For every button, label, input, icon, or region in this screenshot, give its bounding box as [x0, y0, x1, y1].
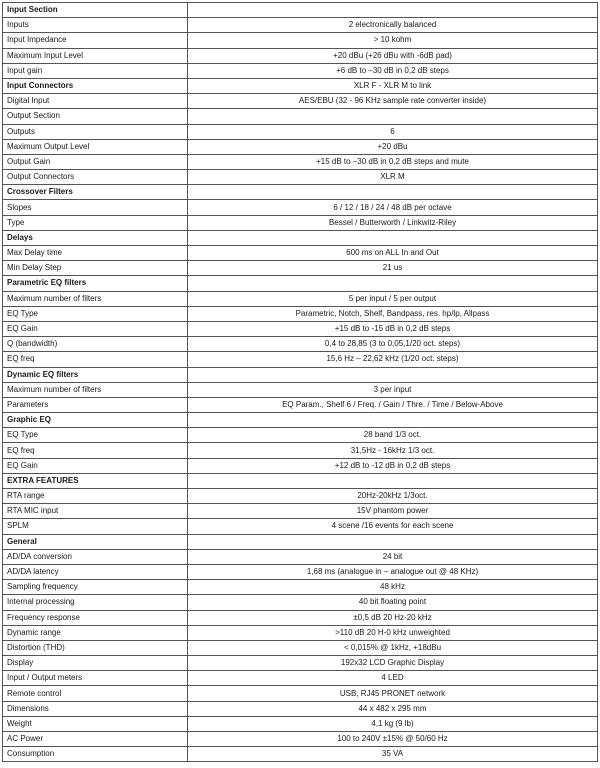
spec-label: Parameters — [3, 397, 188, 412]
spec-row — [3, 397, 598, 412]
spec-row — [3, 124, 598, 139]
spec-value: 4,1 kg (9 lb) — [188, 716, 598, 731]
spec-row — [3, 170, 598, 185]
spec-label: AD/DA conversion — [3, 549, 188, 564]
spec-row — [3, 519, 598, 534]
spec-label: EQ freq — [3, 443, 188, 458]
spec-value: AES/EBU (32 - 96 KHz sample rate converter inside) — [188, 94, 598, 109]
spec-label: Sampling frequency — [3, 580, 188, 595]
spec-value: 44 x 482 x 295 mm — [188, 701, 598, 716]
spec-row — [3, 580, 598, 595]
spec-value: +15 dB to –30 dB in 0,2 dB steps and mute — [188, 154, 598, 169]
section-header-row — [3, 413, 598, 428]
spec-value — [188, 413, 598, 428]
spec-row — [3, 382, 598, 397]
spec-value: +20 dBu (+26 dBu with -6dB pad) — [188, 48, 598, 63]
spec-label: EQ Gain — [3, 321, 188, 336]
spec-label: SPLM — [3, 519, 188, 534]
section-title: Dynamic EQ filters — [3, 367, 188, 382]
spec-table — [2, 2, 598, 762]
spec-row — [3, 640, 598, 655]
spec-label: Maximum number of filters — [3, 291, 188, 306]
spec-value: 1,68 ms (analogue in – analogue out @ 48 KHz) — [188, 564, 598, 579]
section-header-row — [3, 78, 598, 93]
spec-value: 192x32 LCD Graphic Display — [188, 656, 598, 671]
spec-value: USB, RJ45 PRONET network — [188, 686, 598, 701]
spec-label: Dynamic range — [3, 625, 188, 640]
section-title: Graphic EQ — [3, 413, 188, 428]
spec-value: 20Hz-20kHz 1/3oct. — [188, 489, 598, 504]
spec-value: 28 band 1/3 oct. — [188, 428, 598, 443]
spec-row — [3, 747, 598, 762]
spec-label: Maximum Input Level — [3, 48, 188, 63]
section-header-row — [3, 367, 598, 382]
section-title: Input Connectors — [3, 78, 188, 93]
spec-row — [3, 458, 598, 473]
spec-row — [3, 94, 598, 109]
spec-row — [3, 261, 598, 276]
spec-row — [3, 109, 598, 124]
spec-label: Input / Output meters — [3, 671, 188, 686]
spec-row — [3, 33, 598, 48]
spec-row — [3, 656, 598, 671]
spec-row — [3, 504, 598, 519]
spec-value: 4 scene /16 events for each scene — [188, 519, 598, 534]
spec-row — [3, 154, 598, 169]
spec-row — [3, 671, 598, 686]
spec-value: EQ Param., Shelf 6 / Freq. / Gain / Thre. / Time / Below-Above — [188, 397, 598, 412]
spec-label: Type — [3, 215, 188, 230]
spec-label: Output Section — [3, 109, 188, 124]
section-title: General — [3, 534, 188, 549]
spec-value — [188, 230, 598, 245]
spec-row — [3, 18, 598, 33]
spec-value: 6 — [188, 124, 598, 139]
spec-label: Display — [3, 656, 188, 671]
spec-label: Input gain — [3, 63, 188, 78]
spec-label: Internal processing — [3, 595, 188, 610]
spec-label: EQ Type — [3, 306, 188, 321]
spec-value: ±0,5 dB 20 Hz-20 kHz — [188, 610, 598, 625]
spec-value — [188, 185, 598, 200]
spec-label: Q (bandwidth) — [3, 337, 188, 352]
spec-row — [3, 291, 598, 306]
section-header-row — [3, 534, 598, 549]
spec-row — [3, 63, 598, 78]
spec-value: +6 dB to –30 dB in 0,2 dB steps — [188, 63, 598, 78]
spec-label: Remote control — [3, 686, 188, 701]
section-title: Crossover Filters — [3, 185, 188, 200]
spec-value: < 0,015% @ 1kHz, +18dBu — [188, 640, 598, 655]
spec-label: Maximum number of filters — [3, 382, 188, 397]
section-title: Input Section — [3, 3, 188, 18]
spec-row — [3, 732, 598, 747]
section-header-row — [3, 3, 598, 18]
spec-value: 40 bit floating point — [188, 595, 598, 610]
spec-label: Maximum Output Level — [3, 139, 188, 154]
spec-row — [3, 428, 598, 443]
spec-value: 48 kHz — [188, 580, 598, 595]
spec-row — [3, 686, 598, 701]
spec-label: Min Delay Step — [3, 261, 188, 276]
spec-value: 15V phantom power — [188, 504, 598, 519]
spec-value — [188, 534, 598, 549]
spec-value: 15,6 Hz – 22,62 kHz (1/20 oct. steps) — [188, 352, 598, 367]
spec-row — [3, 48, 598, 63]
spec-label: RTA MIC input — [3, 504, 188, 519]
spec-value: XLR F - XLR M to link — [188, 78, 598, 93]
spec-row — [3, 306, 598, 321]
spec-row — [3, 595, 598, 610]
spec-row — [3, 337, 598, 352]
spec-label: RTA range — [3, 489, 188, 504]
spec-row — [3, 352, 598, 367]
spec-row — [3, 625, 598, 640]
section-header-row — [3, 185, 598, 200]
spec-label: Frequency response — [3, 610, 188, 625]
spec-value: 600 ms on ALL In and Out — [188, 246, 598, 261]
spec-value: 4 LED — [188, 671, 598, 686]
section-header-row — [3, 230, 598, 245]
spec-value: 21 us — [188, 261, 598, 276]
spec-row — [3, 610, 598, 625]
spec-label: AC Power — [3, 732, 188, 747]
spec-label: Distortion (THD) — [3, 640, 188, 655]
spec-label: Consumption — [3, 747, 188, 762]
spec-row — [3, 321, 598, 336]
spec-value: +12 dB to -12 dB in 0,2 dB steps — [188, 458, 598, 473]
spec-value: Parametric, Notch, Shelf, Bandpass, res. hp/lp, Allpass — [188, 306, 598, 321]
spec-value: 2 electronically balanced — [188, 18, 598, 33]
spec-label: EQ freq — [3, 352, 188, 367]
spec-value: +20 dBu — [188, 139, 598, 154]
spec-label: Outputs — [3, 124, 188, 139]
spec-value: XLR M — [188, 170, 598, 185]
spec-value: 31,5Hz - 16kHz 1/3 oct. — [188, 443, 598, 458]
section-header-row — [3, 276, 598, 291]
spec-value: 0,4 to 28,85 (3 to 0,05,1/20 oct. steps) — [188, 337, 598, 352]
spec-value: 6 / 12 / 18 / 24 / 48 dB per octave — [188, 200, 598, 215]
spec-label: Output Gain — [3, 154, 188, 169]
spec-row — [3, 716, 598, 731]
spec-row — [3, 443, 598, 458]
spec-value: 100 to 240V ±15% @ 50/60 Hz — [188, 732, 598, 747]
section-title: Delays — [3, 230, 188, 245]
spec-label: EQ Gain — [3, 458, 188, 473]
spec-value: > 10 kohm — [188, 33, 598, 48]
spec-value: 3 per input — [188, 382, 598, 397]
section-title: EXTRA FEATURES — [3, 473, 188, 488]
spec-label: Input Impedance — [3, 33, 188, 48]
spec-row — [3, 549, 598, 564]
spec-value — [188, 276, 598, 291]
spec-label: Slopes — [3, 200, 188, 215]
spec-label: EQ Type — [3, 428, 188, 443]
spec-value: 35 VA — [188, 747, 598, 762]
spec-label: AD/DA latency — [3, 564, 188, 579]
spec-label: Digital Input — [3, 94, 188, 109]
spec-row — [3, 701, 598, 716]
spec-row — [3, 246, 598, 261]
spec-label: Dimensions — [3, 701, 188, 716]
spec-value: Bessel / Butterworth / Linkwitz-Riley — [188, 215, 598, 230]
spec-value: >110 dB 20 H-0 kHz unweighted — [188, 625, 598, 640]
spec-label: Inputs — [3, 18, 188, 33]
spec-value — [188, 109, 598, 124]
spec-value — [188, 473, 598, 488]
spec-label: Output Connectors — [3, 170, 188, 185]
spec-value: +15 dB to -15 dB in 0,2 dB steps — [188, 321, 598, 336]
spec-value: 24 bit — [188, 549, 598, 564]
spec-label: Weight — [3, 716, 188, 731]
spec-row — [3, 564, 598, 579]
spec-row — [3, 139, 598, 154]
spec-value — [188, 3, 598, 18]
spec-table-body — [3, 3, 598, 762]
section-header-row — [3, 473, 598, 488]
spec-value — [188, 367, 598, 382]
spec-row — [3, 200, 598, 215]
spec-label: Max Delay time — [3, 246, 188, 261]
section-title: Parametric EQ filters — [3, 276, 188, 291]
spec-row — [3, 489, 598, 504]
spec-row — [3, 215, 598, 230]
spec-value: 5 per input / 5 per output — [188, 291, 598, 306]
